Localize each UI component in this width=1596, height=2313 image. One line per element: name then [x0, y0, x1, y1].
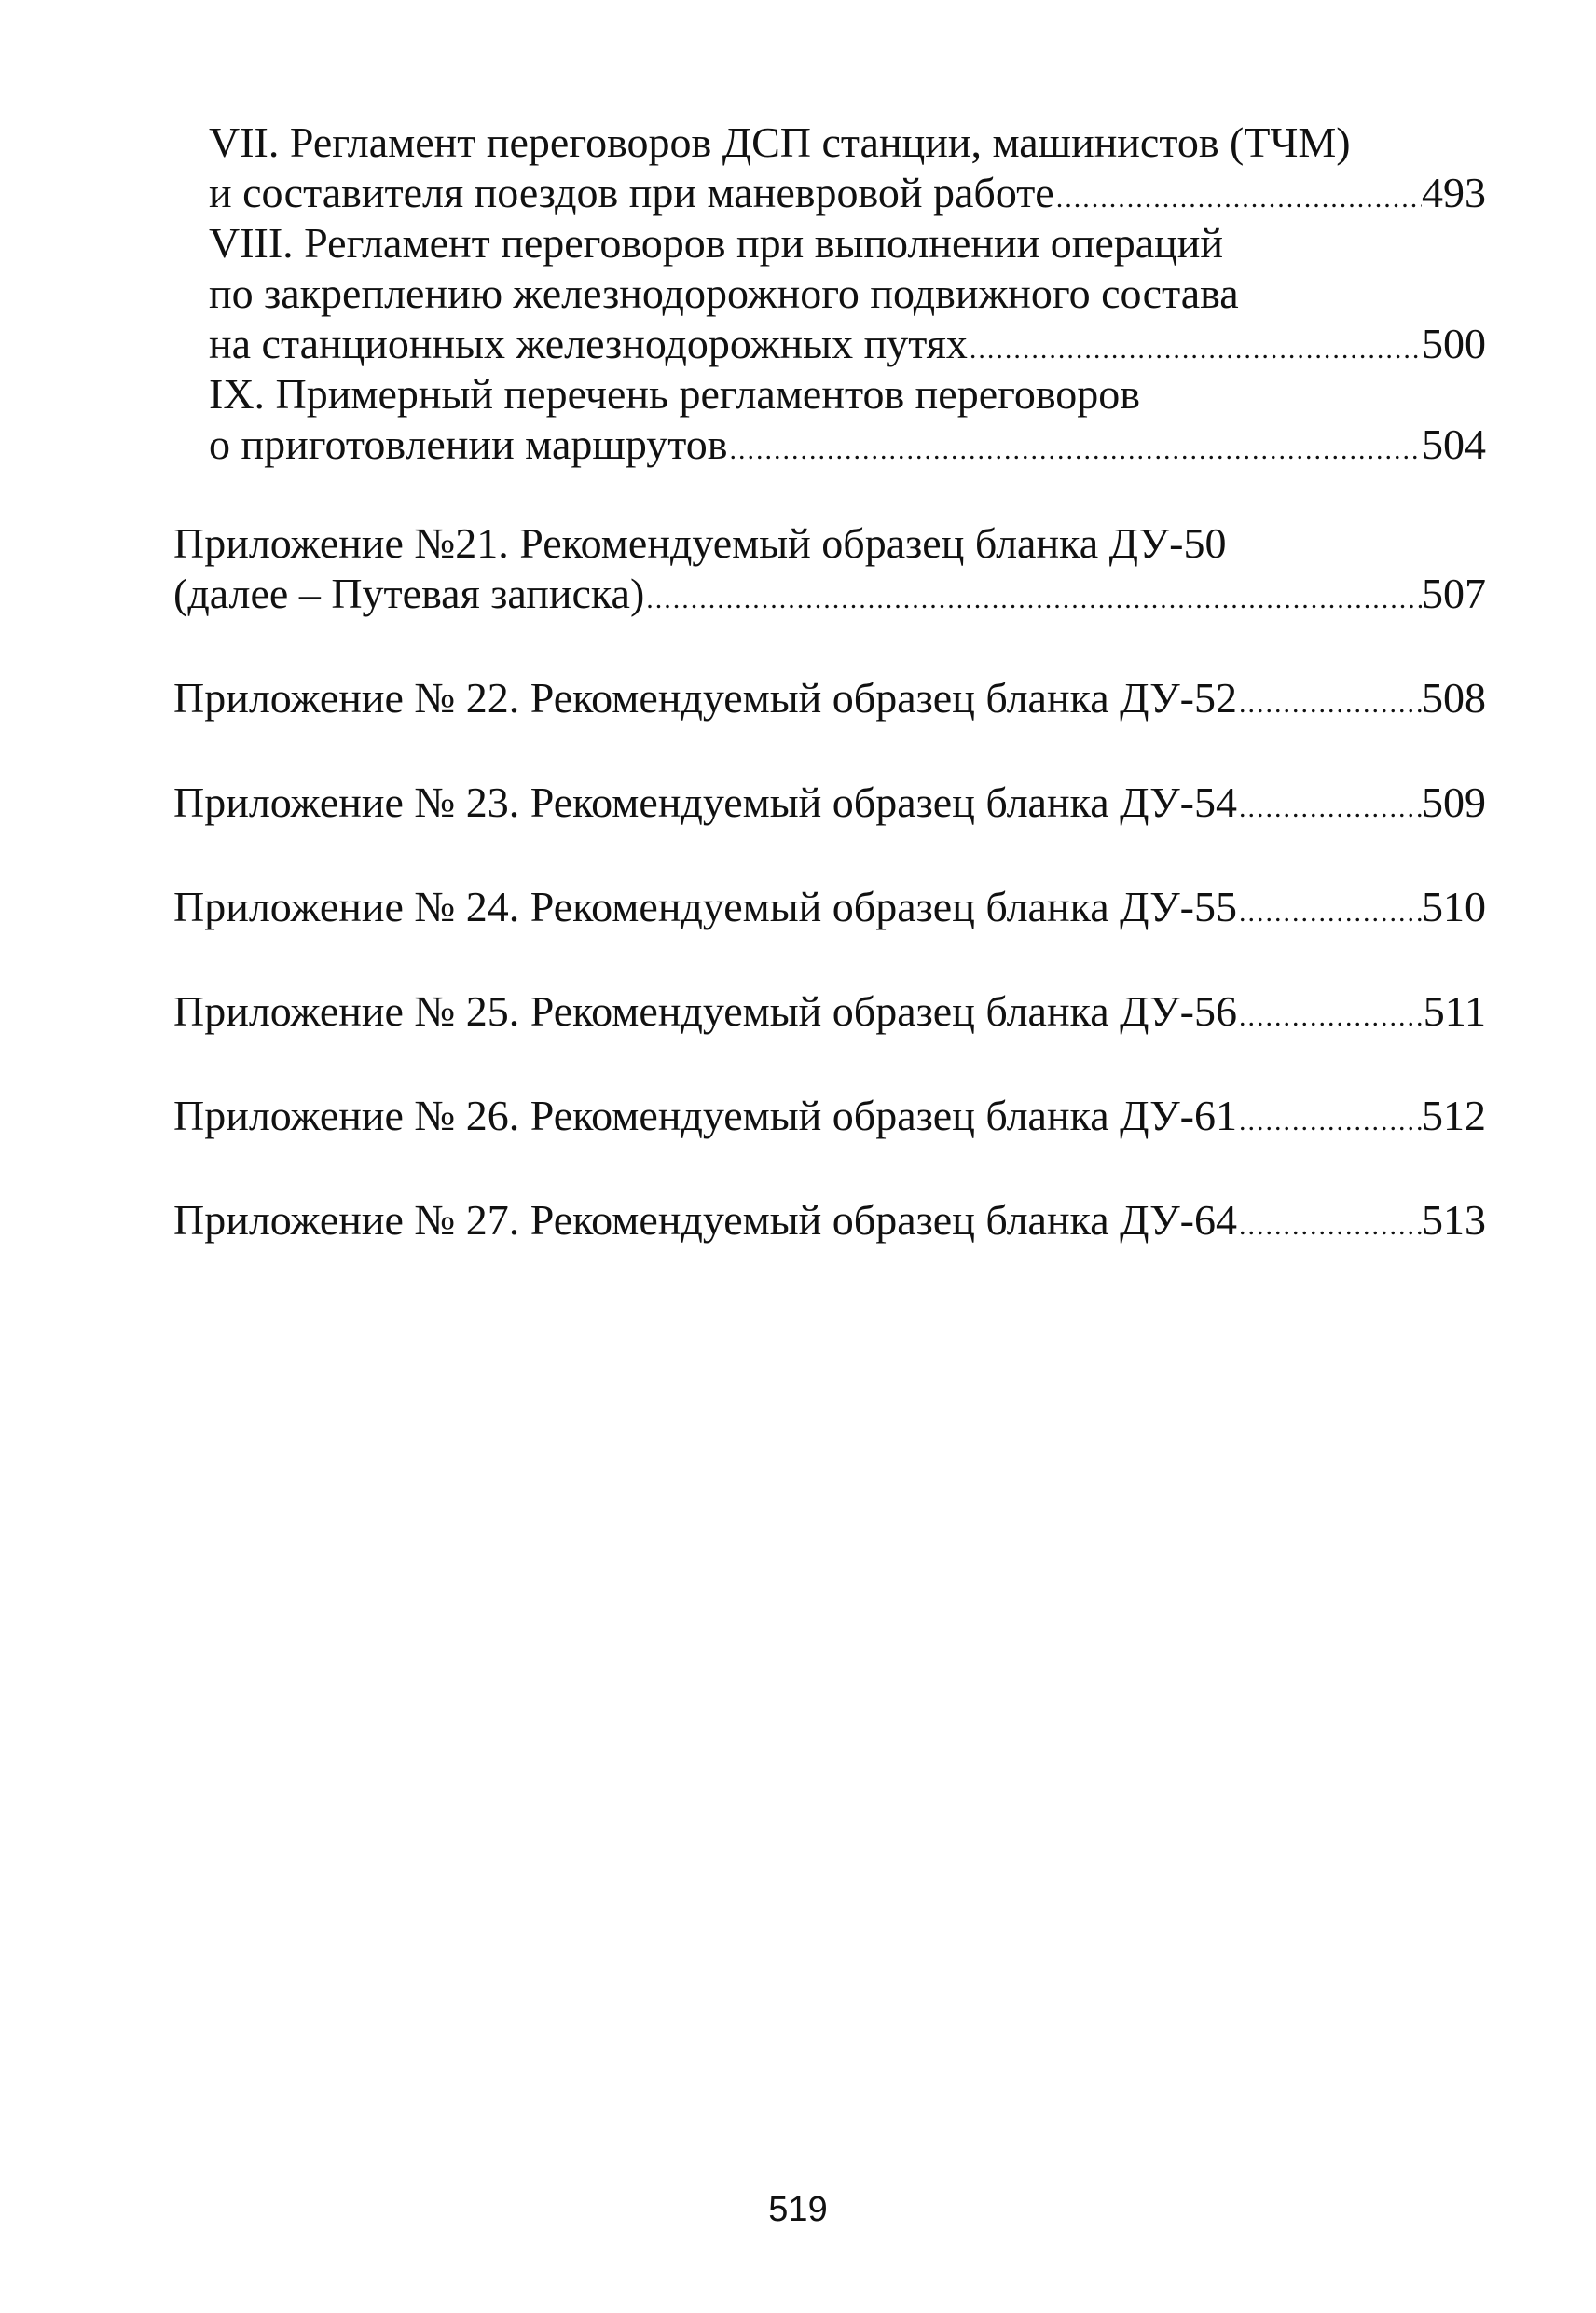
- toc-page-number: 513: [1422, 1196, 1486, 1244]
- toc-entry-appendix-27: [173, 1195, 1486, 1246]
- dot-leader: [1054, 173, 1422, 218]
- dot-leader: [1237, 888, 1422, 932]
- toc-page-number: 512: [1422, 1092, 1486, 1139]
- dot-leader: [1237, 783, 1422, 828]
- toc-entry-text: Приложение № 22. Рекомендуемый образец бланка ДУ-52: [173, 674, 1237, 722]
- toc-entry-text-line: IX. Примерный перечень регламентов переговоров: [209, 370, 1140, 418]
- dot-leader: [1237, 1201, 1422, 1246]
- toc-entry-appendix-21: [173, 518, 1486, 619]
- toc-entry-text: о приготовлении маршрутов: [209, 420, 728, 468]
- toc-page-number: 493: [1422, 169, 1486, 216]
- toc-entry-appendix-22: [173, 673, 1486, 723]
- toc-entry-appendix-24: [173, 882, 1486, 932]
- toc-entry-text-line: Приложение №21. Рекомендуемый образец бланка ДУ-50: [173, 519, 1227, 567]
- dot-leader: [727, 425, 1422, 470]
- toc-entry-regulation-ix: [173, 369, 1486, 470]
- toc-entry-leader-line: [173, 168, 1486, 218]
- toc-page-number: 510: [1422, 883, 1486, 930]
- toc-entry-text-line: VII. Регламент переговоров ДСП станции, машинистов (ТЧМ): [209, 118, 1351, 166]
- toc-entry-text: Приложение № 25. Рекомендуемый образец бланка ДУ-56: [173, 987, 1237, 1035]
- toc-entry-leader-line: [173, 569, 1486, 619]
- toc-entry-appendix-25: [173, 986, 1486, 1037]
- toc-page-number: 507: [1422, 570, 1486, 617]
- toc-entry-leader-line: [173, 319, 1486, 369]
- toc-entry-text: Приложение № 24. Рекомендуемый образец бланка ДУ-55: [173, 883, 1237, 930]
- toc-entry-appendix-23: [173, 778, 1486, 828]
- dot-leader: [1237, 679, 1422, 723]
- dot-leader: [1237, 992, 1424, 1037]
- toc-entry-text-line: по закреплению железнодорожного подвижного состава: [209, 269, 1239, 317]
- toc-page-number: 511: [1423, 987, 1486, 1035]
- toc-entry-text: и составителя поездов при маневровой работе: [209, 169, 1054, 216]
- dot-leader: [968, 324, 1422, 369]
- toc-entry-appendix-26: [173, 1091, 1486, 1141]
- toc-entry-text: (далее – Путевая записка): [173, 570, 645, 617]
- toc-entry-regulation-viii: [173, 218, 1486, 369]
- toc-entry-regulation-vii: [173, 117, 1486, 218]
- toc-entry-leader-line: [173, 420, 1486, 470]
- toc-entry-text: Приложение № 26. Рекомендуемый образец бланка ДУ-61: [173, 1092, 1237, 1139]
- table-of-contents: [173, 117, 1486, 1246]
- dot-leader: [1237, 1096, 1422, 1141]
- toc-entry-text: на станционных железнодорожных путях: [209, 320, 968, 367]
- toc-page-number: 508: [1422, 674, 1486, 722]
- toc-page-number: 500: [1422, 320, 1486, 367]
- dot-leader: [644, 574, 1422, 619]
- toc-entry-text-line: VIII. Регламент переговоров при выполнении операций: [209, 219, 1224, 267]
- page-number: 519: [768, 2190, 828, 2229]
- toc-entry-text: Приложение № 23. Рекомендуемый образец бланка ДУ-54: [173, 778, 1237, 826]
- toc-entry-text: Приложение № 27. Рекомендуемый образец бланка ДУ-64: [173, 1196, 1237, 1244]
- toc-page-number: 504: [1422, 420, 1486, 468]
- toc-page-number: 509: [1422, 778, 1486, 826]
